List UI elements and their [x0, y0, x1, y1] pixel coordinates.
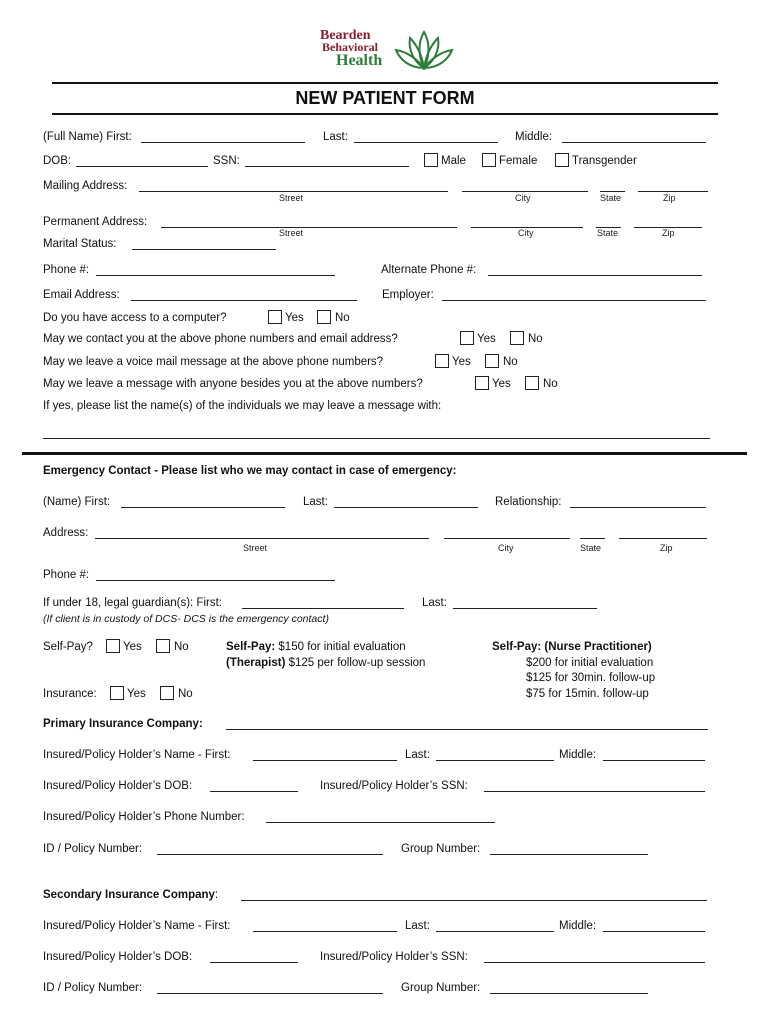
emergency-zip-field[interactable] — [619, 538, 707, 539]
last-name-field[interactable] — [354, 142, 498, 143]
secondary-group-label: Group Number: — [401, 982, 481, 994]
secondary-holder-name-label: Insured/Policy Holder’s Name - First: — [43, 920, 231, 932]
dob-field[interactable] — [76, 166, 208, 167]
contact-no-checkbox[interactable] — [510, 331, 524, 345]
mailing-zip-field[interactable] — [638, 191, 708, 192]
alt-phone-field[interactable] — [488, 275, 702, 276]
secondary-group-field[interactable] — [490, 993, 648, 994]
secondary-holder-middle-label: Middle: — [559, 920, 597, 932]
insurance-no-label: No — [178, 688, 193, 700]
question-message: May we leave a message with anyone besides you at the above numbers? — [43, 378, 423, 390]
secondary-holder-last-label: Last: — [405, 920, 430, 932]
mailing-street-caption: Street — [279, 193, 304, 203]
logo — [316, 28, 456, 74]
insurance-label: Insurance: — [43, 688, 97, 700]
title-rule-bottom — [52, 113, 718, 115]
transgender-checkbox[interactable] — [555, 153, 569, 167]
guardian-last-field[interactable] — [453, 608, 597, 609]
mailing-state-caption: State — [600, 193, 622, 203]
section-divider — [22, 452, 747, 455]
phone-label: Phone #: — [43, 264, 90, 276]
logo-line1: Bearden — [320, 28, 371, 43]
primary-holder-last-label: Last: — [405, 749, 430, 761]
primary-holder-first-field[interactable] — [253, 760, 397, 761]
emergency-street-field[interactable] — [95, 538, 429, 539]
primary-id-label: ID / Policy Number: — [43, 843, 143, 855]
permanent-address-label: Permanent Address: — [43, 216, 148, 228]
ssn-label: SSN: — [213, 155, 240, 167]
first-name-field[interactable] — [141, 142, 305, 143]
emergency-zip-caption: Zip — [660, 543, 673, 553]
phone-field[interactable] — [96, 275, 335, 276]
insurance-yes-checkbox[interactable] — [110, 686, 124, 700]
primary-holder-name-label: Insured/Policy Holder’s Name - First: — [43, 749, 231, 761]
primary-holder-dob-label: Insured/Policy Holder’s DOB: — [43, 780, 193, 792]
marital-status-field[interactable] — [132, 249, 276, 250]
question-list-names: If yes, please list the name(s) of the individuals we may leave a message with: — [43, 400, 442, 412]
primary-group-field[interactable] — [490, 854, 648, 855]
contact-yes-label: Yes — [477, 333, 496, 345]
marital-status-label: Marital Status: — [43, 238, 117, 250]
secondary-holder-first-field[interactable] — [253, 931, 397, 932]
male-label: Male — [441, 155, 466, 167]
emergency-phone-label: Phone #: — [43, 569, 90, 581]
primary-holder-ssn-label: Insured/Policy Holder’s SSN: — [320, 780, 468, 792]
emergency-city-field[interactable] — [444, 538, 570, 539]
message-no-label: No — [543, 378, 558, 390]
mailing-city-field[interactable] — [462, 191, 588, 192]
emergency-state-field[interactable] — [580, 538, 605, 539]
secondary-holder-ssn-label: Insured/Policy Holder’s SSN: — [320, 951, 468, 963]
therapist-label: (Therapist) — [226, 657, 286, 669]
page-title: NEW PATIENT FORM — [295, 88, 475, 108]
primary-insurance-label: Primary Insurance Company: — [43, 718, 203, 730]
permanent-zip-caption: Zip — [662, 228, 675, 238]
secondary-holder-dob-label: Insured/Policy Holder’s DOB: — [43, 951, 193, 963]
emergency-last-field[interactable] — [334, 507, 478, 508]
primary-group-label: Group Number: — [401, 843, 481, 855]
contact-no-label: No — [528, 333, 543, 345]
insurance-no-checkbox[interactable] — [160, 686, 174, 700]
therapist-rate-initial: $150 for initial evaluation — [275, 641, 406, 653]
emergency-address-label: Address: — [43, 527, 89, 539]
secondary-id-label: ID / Policy Number: — [43, 982, 143, 994]
primary-holder-middle-field[interactable] — [603, 760, 705, 761]
names-field[interactable] — [43, 438, 710, 439]
emergency-city-caption: City — [498, 543, 514, 553]
dcs-note: (If client is in custody of DCS- DCS is the emergency contact) — [43, 613, 329, 625]
full-name-first-label: (Full Name) First: — [43, 131, 132, 143]
secondary-holder-middle-field[interactable] — [603, 931, 705, 932]
primary-id-field[interactable] — [157, 854, 383, 855]
mailing-zip-caption: Zip — [663, 193, 676, 203]
secondary-insurance-field[interactable] — [241, 900, 707, 901]
emergency-heading: Emergency Contact - Please list who we may contact in case of emergency: — [43, 465, 457, 477]
therapist-rate-line1 — [226, 641, 406, 653]
primary-holder-ssn-field[interactable] — [484, 791, 705, 792]
mailing-state-field[interactable] — [600, 191, 625, 192]
last-name-label: Last: — [323, 131, 348, 143]
primary-holder-dob-field[interactable] — [210, 791, 298, 792]
voicemail-no-checkbox[interactable] — [485, 354, 499, 368]
relationship-label: Relationship: — [495, 496, 562, 508]
insurance-yes-label: Yes — [127, 688, 146, 700]
emergency-first-label: (Name) First: — [43, 496, 111, 508]
computer-yes-checkbox[interactable] — [268, 310, 282, 324]
secondary-insurance-text: Secondary Insurance Company — [43, 889, 215, 901]
secondary-holder-ssn-field[interactable] — [484, 962, 705, 963]
secondary-id-field[interactable] — [157, 993, 383, 994]
question-voicemail: May we leave a voice mail message at the above phone numbers? — [43, 356, 384, 368]
mailing-address-label: Mailing Address: — [43, 180, 128, 192]
np-rate-initial: $200 for initial evaluation — [526, 657, 654, 669]
self-pay-yes-label: Yes — [123, 641, 142, 653]
computer-no-checkbox[interactable] — [317, 310, 331, 324]
emergency-street-caption: Street — [243, 543, 268, 553]
male-checkbox[interactable] — [424, 153, 438, 167]
primary-holder-phone-field[interactable] — [266, 822, 495, 823]
permanent-city-caption: City — [518, 228, 534, 238]
secondary-insurance-label: Secondary Insurance Company: — [43, 889, 219, 901]
title-rule-top — [52, 82, 718, 84]
self-pay-yes-checkbox[interactable] — [106, 639, 120, 653]
np-rate-30min: $125 for 30min. follow-up — [526, 672, 656, 684]
voicemail-yes-checkbox[interactable] — [435, 354, 449, 368]
relationship-field[interactable] — [570, 507, 706, 508]
therapist-rate-label: Self-Pay: — [226, 641, 276, 653]
lotus-icon — [392, 28, 456, 72]
mailing-street-field[interactable] — [139, 191, 448, 192]
permanent-street-field[interactable] — [161, 227, 457, 228]
primary-holder-last-field[interactable] — [436, 760, 554, 761]
message-yes-label: Yes — [492, 378, 511, 390]
ssn-field[interactable] — [245, 166, 409, 167]
primary-insurance-field[interactable] — [226, 729, 708, 730]
computer-yes-label: Yes — [285, 312, 304, 324]
emergency-phone-field[interactable] — [96, 580, 335, 581]
permanent-state-caption: State — [597, 228, 619, 238]
middle-name-field[interactable] — [562, 142, 706, 143]
secondary-holder-last-field[interactable] — [436, 931, 554, 932]
self-pay-no-label: No — [174, 641, 189, 653]
permanent-street-caption: Street — [279, 228, 304, 238]
voicemail-no-label: No — [503, 356, 518, 368]
guardian-last-label: Last: — [422, 597, 447, 609]
employer-label: Employer: — [382, 289, 434, 301]
np-rate-15min: $75 for 15min. follow-up — [526, 688, 649, 700]
message-no-checkbox[interactable] — [525, 376, 539, 390]
voicemail-yes-label: Yes — [452, 356, 471, 368]
logo-line2: Behavioral — [322, 40, 378, 54]
middle-name-label: Middle: — [515, 131, 553, 143]
self-pay-label: Self-Pay? — [43, 641, 93, 653]
transgender-label: Transgender — [572, 155, 637, 167]
guardian-label: If under 18, legal guardian(s): First: — [43, 597, 222, 609]
therapist-rate-line2 — [226, 657, 425, 669]
self-pay-no-checkbox[interactable] — [156, 639, 170, 653]
computer-no-label: No — [335, 312, 350, 324]
question-computer: Do you have access to a computer? — [43, 312, 227, 324]
employer-field[interactable] — [442, 300, 706, 301]
dob-label: DOB: — [43, 155, 72, 167]
female-checkbox[interactable] — [482, 153, 496, 167]
message-yes-checkbox[interactable] — [475, 376, 489, 390]
email-label: Email Address: — [43, 289, 120, 301]
logo-line3: Health — [336, 52, 383, 69]
np-rate-heading: Self-Pay: (Nurse Practitioner) — [492, 641, 652, 653]
emergency-first-field[interactable] — [121, 507, 285, 508]
therapist-rate-followup: $125 per follow-up session — [285, 657, 426, 669]
female-label: Female — [499, 155, 538, 167]
question-contact: May we contact you at the above phone numbers and email address? — [43, 333, 398, 345]
emergency-state-caption: State — [580, 543, 602, 553]
primary-holder-phone-label: Insured/Policy Holder’s Phone Number: — [43, 811, 245, 823]
secondary-holder-dob-field[interactable] — [210, 962, 298, 963]
guardian-first-field[interactable] — [242, 608, 404, 609]
mailing-city-caption: City — [515, 193, 531, 203]
email-field[interactable] — [131, 300, 357, 301]
contact-yes-checkbox[interactable] — [460, 331, 474, 345]
emergency-last-label: Last: — [303, 496, 328, 508]
primary-holder-middle-label: Middle: — [559, 749, 597, 761]
alt-phone-label: Alternate Phone #: — [381, 264, 477, 276]
